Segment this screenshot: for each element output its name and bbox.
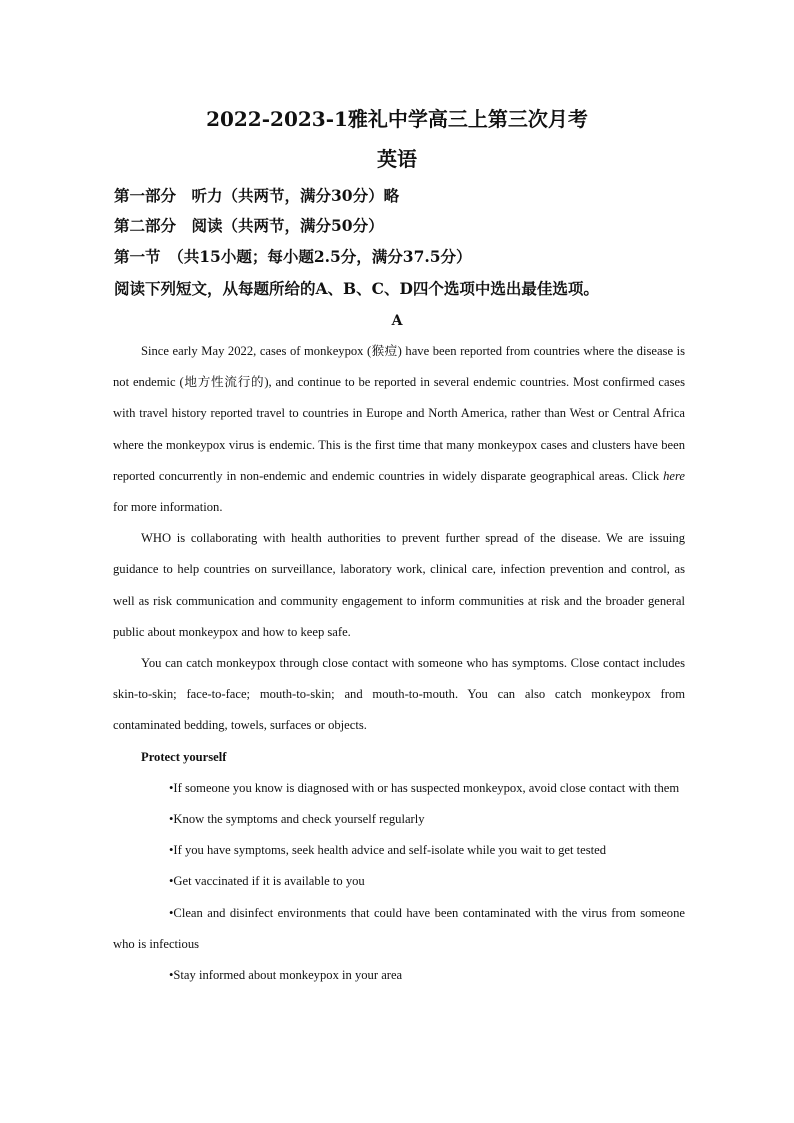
part2-heading: 第二部分 阅读（共两节，满分50分） [114, 216, 384, 235]
protect-yourself-heading: Protect yourself [141, 749, 227, 764]
bullet-icon: • [169, 780, 174, 795]
bullet-text: If you have symptoms, seek health advice and self-isolate while you wait to get tested [173, 843, 607, 858]
bullet-icon: • [169, 843, 174, 858]
reading-instruction: 阅读下列短文，从每题所给的A、B、C、D四个选项中选出最佳选项。 [114, 279, 599, 298]
bullet-text: If someone you know is diagnosed with or has suspected monkeypox, avoid close contact with them [173, 780, 680, 795]
bullet-item [113, 773, 685, 804]
bullet-item [113, 804, 685, 835]
bullet-item [113, 898, 685, 960]
bullet-text: Stay informed about monkeypox in your area [173, 968, 403, 983]
bullet-text: Know the symptoms and check yourself regularly [173, 812, 425, 827]
protect-bullet-list [113, 773, 685, 991]
bullet-item [113, 866, 685, 897]
exam-title: 2022-2023-1雅礼中学高三上第三次月考 [206, 107, 588, 131]
bullet-icon: • [169, 874, 174, 889]
bullet-text: Clean and disinfect environments that could have been contaminated with the virus from someone who is infectious [113, 905, 685, 951]
passage-label: A [391, 313, 403, 329]
bullet-item [113, 960, 685, 991]
bullet-item [113, 835, 685, 866]
bullet-icon: • [169, 812, 174, 827]
bullet-icon: • [169, 905, 174, 920]
section1-heading: 第一节 （共15小题；每小题2.5分，满分37.5分） [114, 247, 472, 266]
paragraph-1: Since early May 2022, cases of monkeypox (猴痘) have been reported from countries where the disease is not endemic (地方性流行的), and continue to be reported in several endemic countries. Most confirmed cases with travel history reported travel to countries in Europe and North America, rather than West or Central Africa where the monkeypox virus is endemic. This is the first time that many monkeypox cases and clusters have been reported concurrently in non-endemic and endemic countries in widely disparate geographical areas. Click here for more information. [113, 344, 685, 515]
paragraph-2: WHO is collaborating with health authorities to prevent further spread of the disease. We are issuing guidance to help countries on surveillance, laboratory work, clinical care, infection prevention and control, as well as risk communication and community engagement to inform communities at risk and the broader general public about monkeypox and how to keep safe. [113, 531, 685, 639]
more-info-link[interactable]: here [663, 468, 685, 483]
paragraph-3: You can catch monkeypox through close contact with someone who has symptoms. Close contact includes skin-to-skin; face-to-face; mouth-to-skin; and mouth-to-mouth. You can also catch monkeypox from contaminated bedding, towels, surfaces or objects. [113, 656, 685, 733]
bullet-icon: • [169, 968, 174, 983]
part1-heading: 第一部分 听力（共两节，满分30分）略 [114, 186, 400, 205]
exam-subject: 英语 [377, 147, 417, 171]
bullet-text: Get vaccinated if it is available to you [173, 874, 365, 889]
passage-body [113, 336, 685, 991]
